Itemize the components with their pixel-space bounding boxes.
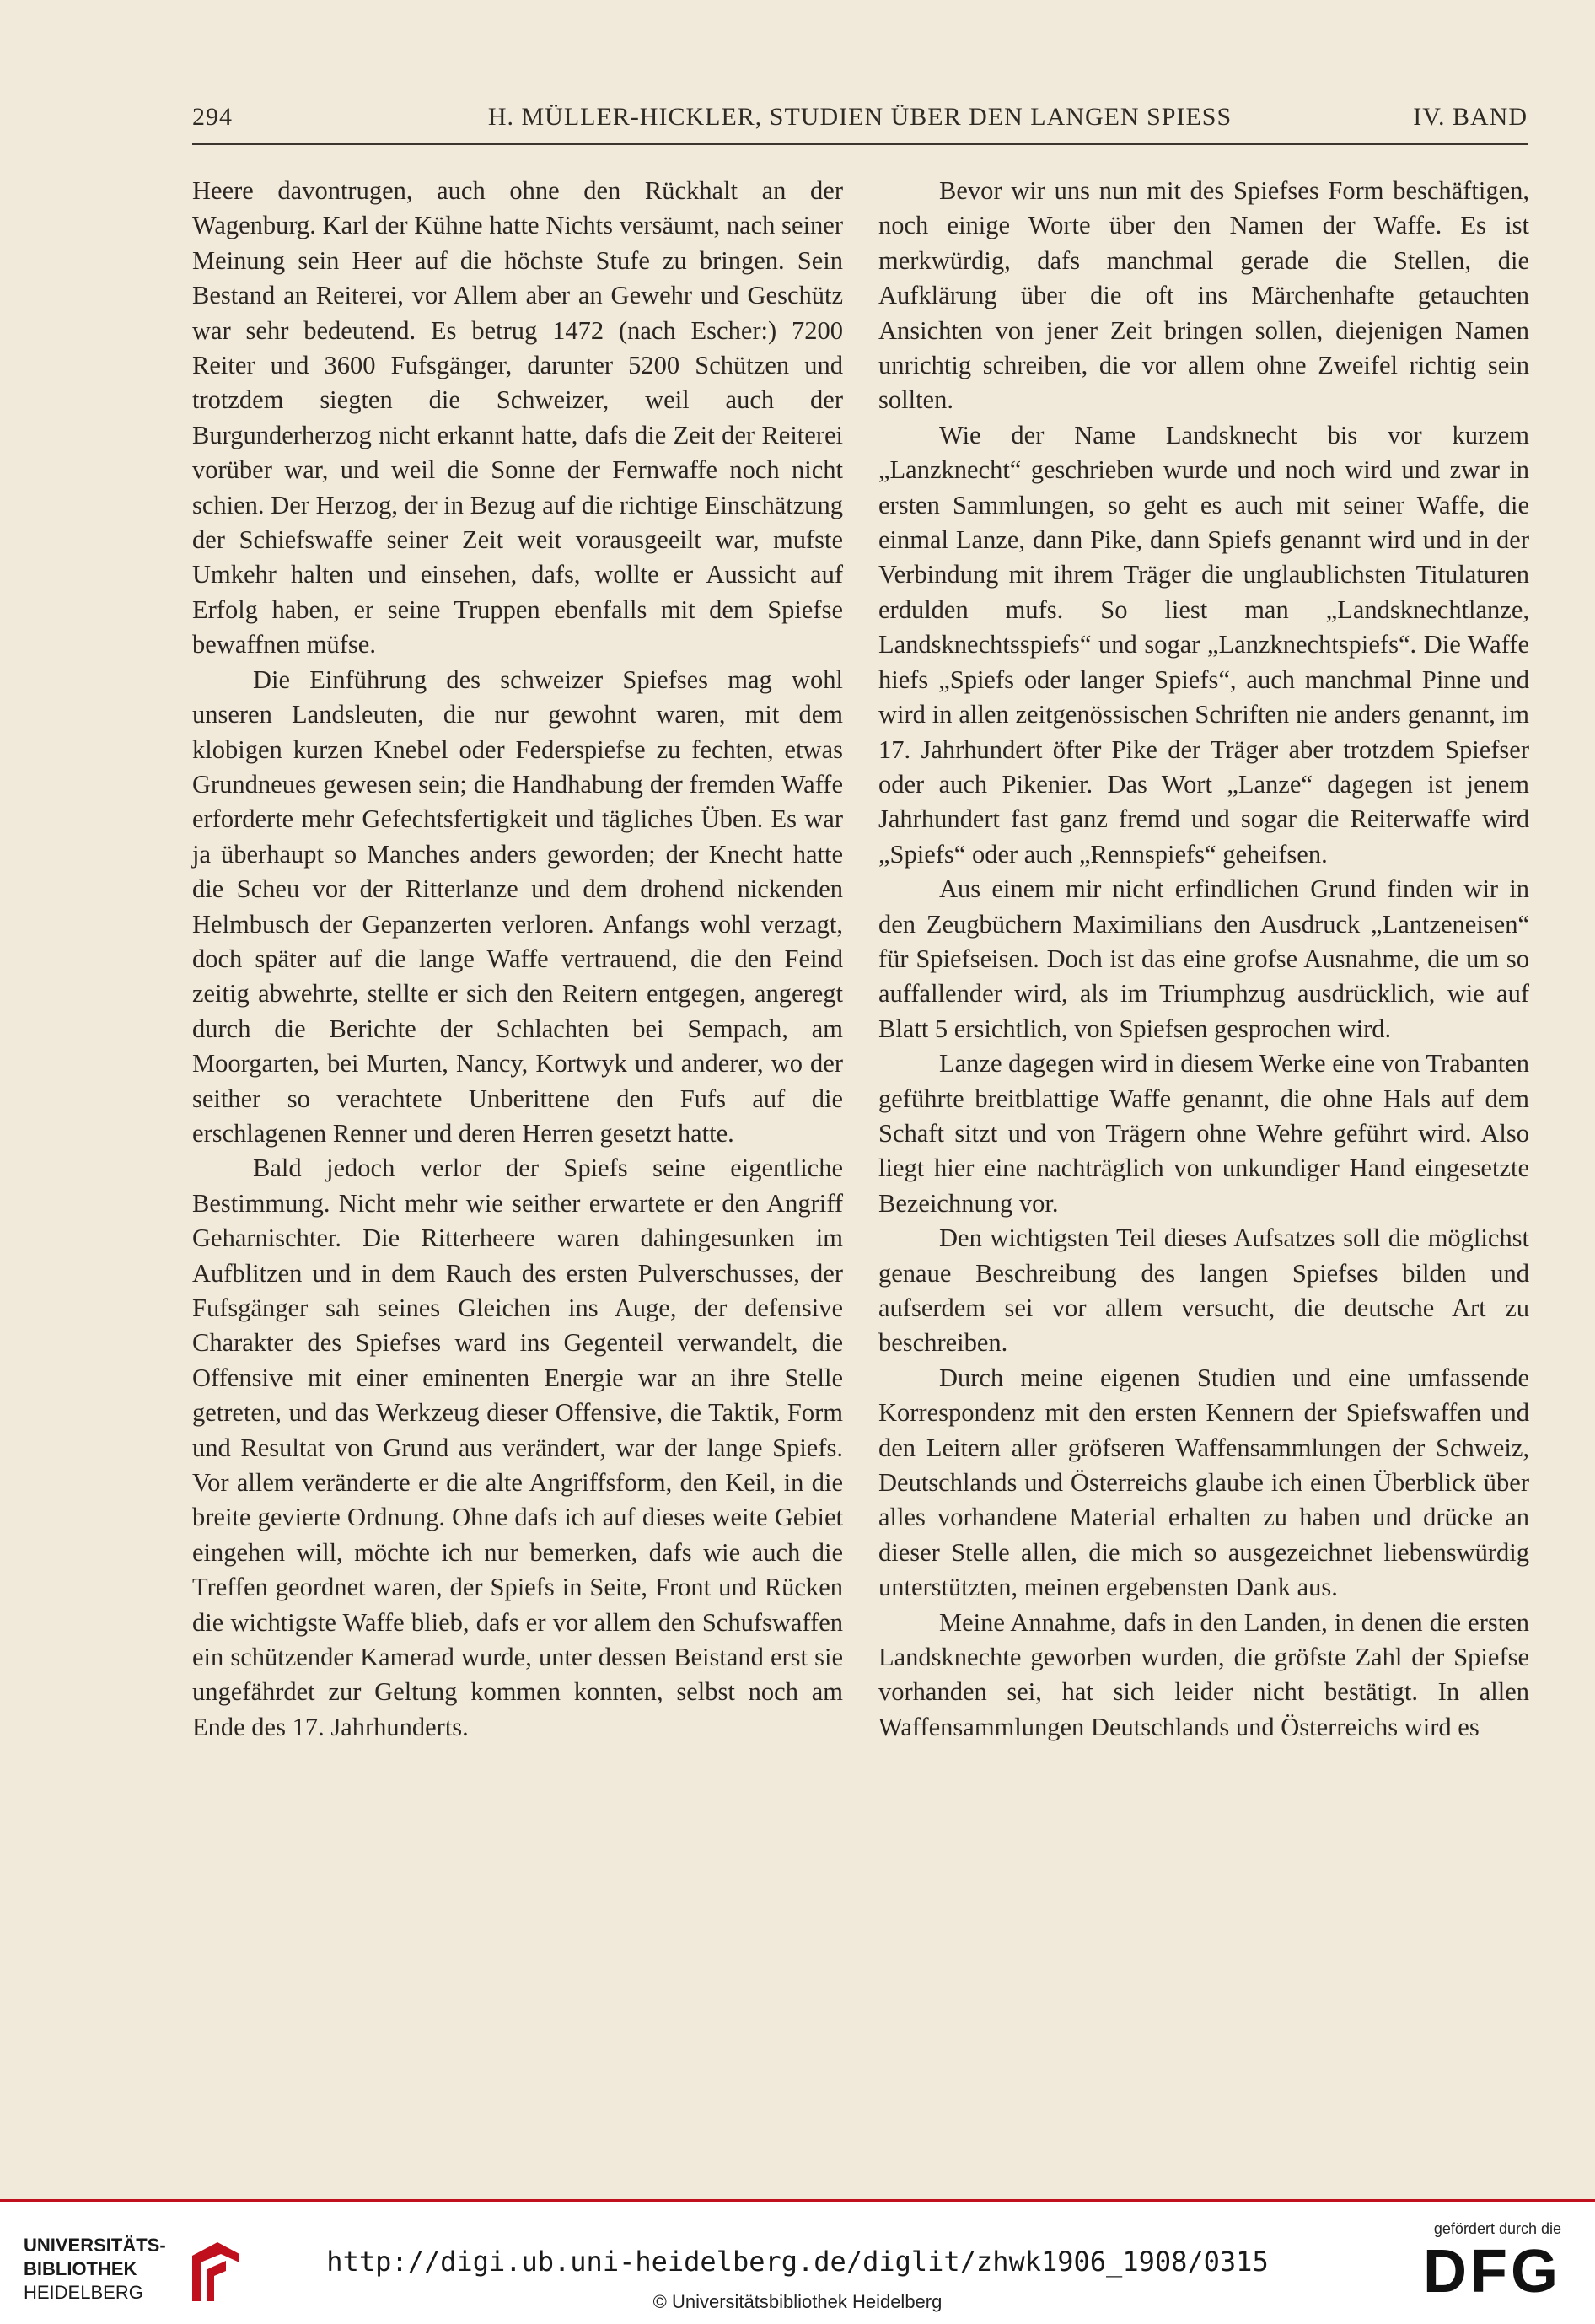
paragraph: Wie der Name Landsknecht bis vor kurzem „Lanzknecht“ geschrieben wurde und noch wird und zwar in ersten Sammlungen, so geht es auch mit seiner Waffe, die einmal Lanze, dann Pike, dann Spiefs genannt wird und in der Verbindung mit ihrem Träger die unglaublichsten Titulaturen erdulden mufs. So liest man „Landsknechtlanze, Landsknechtsspiefs“ und sogar „Lanzknechtspiefs“. Die Waffe hiefs „Spiefs oder langer Spiefs“, auch manchmal Pinne und wird in allen zeitgenössischen Schriften nie anders genannt, im 17. Jahrhundert öfter Pike der Träger aber trotzdem Spiefser oder auch Pikenier. Das Wort „Lanze“ dagegen ist jenem Jahrhundert fast ganz fremd und sogar die Reiterwaffe wird „Spiefs“ oder auch „Rennspiefs“ geheifsen. <box>878 420 1529 869</box>
right-column <box>878 174 1529 2113</box>
dfg-wordmark: DFG <box>1423 2238 1561 2305</box>
footer-bar <box>0 2199 1595 2324</box>
library-name: UNIVERSITÄTS- BIBLIOTHEK HEIDELBERG <box>24 2235 166 2303</box>
paragraph: Aus einem mir nicht erfindlichen Grund finden wir in den Zeugbüchern Maximilians den Ausdruck „Lantzeneisen“ für Spiefseisen. Doch ist das eine grofse Ausnahme, die um so auffallender wird, als im Triumphzug ausdrücklich, wie auf Blatt 5 ersichtlich, von Spiefsen gesprochen wird. <box>878 874 1529 1043</box>
copyright-notice: © Universitätsbibliothek Heidelberg <box>652 2291 943 2312</box>
paragraph: Lanze dagegen wird in diesem Werke eine von Trabanten geführte breitblattige Waffe genannt, die ohne Hals auf dem Schaft sitzt und von Trägern ohne Wehre geführt wird. Also liegt hier eine nachträglich von unkundiger Hand eingesetzte Bezeichnung vor. <box>878 1049 1529 1218</box>
paragraph: Den wichtigsten Teil dieses Aufsatzes soll die möglichst genaue Beschreibung des langen Spiefses bilden und aufserdem sei vor allem versucht, die deutsche Art zu beschreiben. <box>878 1224 1529 1358</box>
paragraph: Bald jedoch verlor der Spiefs seine eigentliche Bestimmung. Nicht mehr wie seither erwartete er den Angriff Geharnischter. Die Ritterheere waren dahingesunken im Aufblitzen und in dem Rauch des ersten Pulverschusses, der Fufsgänger sah seines Gleichen ins Auge, der defensive Charakter des Spiefses ward ins Gegenteil verwandelt, die Offensive mit einer eminenten Energie war an ihre Stelle getreten, und das Werkzeug dieser Offensive, die Taktik, Form und Resultat von Grund aus verändert, war der lange Spiefs. Vor allem veränderte er die alte Angriffsform, den Keil, in die breite gevierte Ordnung. Ohne dafs ich auf dieses weite Gebiet eingehen will, möchte ich nur bemerken, dafs wie auch die Treffen geordnet waren, der Spiefs in Seite, Front und Rücken die wichtigste Waffe blieb, dafs er vor allem den Schufswaffen ein schützender Kamerad wurde, unter dessen Beistand erst sie ungefährdet zur Geltung kommen konnten, selbst noch am Ende des 17. Jahrhunderts. <box>192 1154 843 1741</box>
paragraph: Durch meine eigenen Studien und eine umfassende Korrespondenz mit den ersten Kennern der Spiefswaffen und den Leitern aller gröfseren Waffensammlungen der Schweiz, Deutschlands und Österreichs glaube ich einen Überblick über alles vorhandene Material erhalten zu haben und drücke an dieser Stelle allen, die mich so ausgezeichnet liebenswürdig unterstützten, meinen ergebensten Dank aus. <box>878 1363 1529 1602</box>
paragraph: Meine Annahme, dafs in den Landen, in denen die ersten Landsknechte geworben wurden, die gröfste Zahl der Spiefse vorhanden sei, hat sich leider nicht bestätigt. In allen Waffensammlungen Deutschlands und Österreichs wird es <box>878 1607 1529 1741</box>
funded-by-label: gefördert durch die <box>1433 2220 1561 2237</box>
paragraph: Heere davontrugen, auch ohne den Rückhalt an der Wagenburg. Karl der Kühne hatte Nichts versäumt, nach seiner Meinung sein Heer auf die höchste Stufe zu bringen. Sein Bestand an Reiterei, vor Allem aber an Gewehr und Geschütz war sehr bedeutend. Es betrug 1472 (nach Escher:) 7200 Reiter und 3600 Fufsgänger, darunter 5200 Schützen und trotzdem siegten die Schweizer, weil auch der Burgunderherzog nicht erkannt hatte, dafs die Zeit der Reiterei vorüber war, und weil die Sonne der Fernwaffe noch nicht schien. Der Herzog, der in Bezug auf die richtige Einschätzung der Schiefswaffe seiner Zeit weit vorausgeeilt war, mufste Umkehr halten und einsehen, dafs, wollte er Aussicht auf Erfolg haben, er seine Truppen ebenfalls mit dem Spiefse bewaffnen müfse. <box>192 176 843 659</box>
permalink-url[interactable]: http://digi.ub.uni-heidelberg.de/diglit/zhwk1906_1908/0315 <box>326 2246 1269 2278</box>
header-rule <box>192 143 1528 145</box>
dfg-logo[interactable] <box>1393 2220 1561 2313</box>
page-number: 294 <box>192 103 233 131</box>
paragraph: Bevor wir uns nun mit des Spiefses Form beschäftigen, noch einige Worte über den Namen der Waffe. Es ist merkwürdig, dafs manchmal gerade die Stellen, die Aufklärung über die oft ins Märchenhafte getauchten Ansichten von jener Zeit bringen sollen, diejenigen Namen unrichtig schreiben, die vor allem ohne Zweifel richtig sein sollten. <box>878 176 1529 415</box>
left-column <box>192 174 843 2113</box>
paragraph: Die Einführung des schweizer Spiefses mag wohl unseren Landsleuten, die nur gewohnt waren, mit dem klobigen kurzen Knebel oder Federspiefse zu fechten, etwas Grundneues gewesen sein; die Handhabung der fremden Waffe erforderte mehr Gefechtsfertigkeit und tägliches Üben. Es war ja überhaupt so Manches anders geworden; der Knecht hatte die Scheu vor der Ritterlanze und dem drohend nickenden Helmbusch der Gepanzerten verloren. Anfangs wohl verzagt, doch später auf die lange Waffe vertrauend, die den Feind zeitig abwehrte, stellte er sich den Reitern entgegen, angeregt durch die Berichte der Schlachten bei Sempach, am Moorgarten, bei Murten, Nancy, Kortwyk und anderer, wo der seither so verachtete Unberittene den Fufs auf die erschlagenen Renner und deren Herren gesetzt hatte. <box>192 664 843 1148</box>
volume-label: IV. BAND <box>1413 103 1528 131</box>
running-head <box>192 100 1528 138</box>
running-title: H. MÜLLER-HICKLER, STUDIEN ÜBER DEN LANGEN SPIESS <box>487 103 1232 131</box>
